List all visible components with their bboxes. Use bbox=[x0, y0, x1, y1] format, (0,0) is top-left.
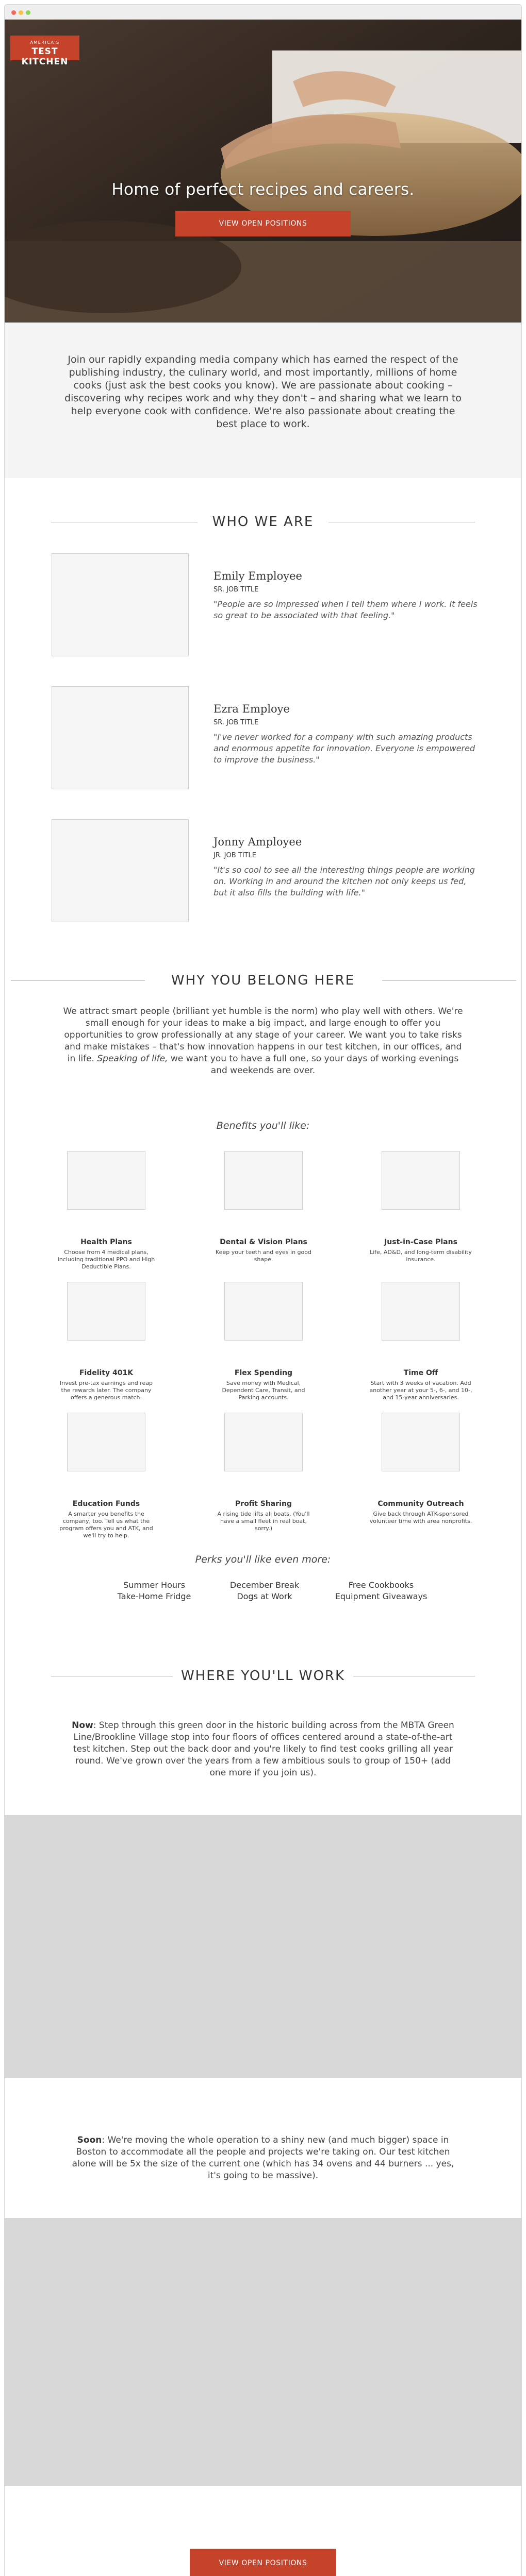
benefit-image bbox=[382, 1282, 460, 1341]
employee-quote: "I've never worked for a company with such amazing products and enormous appetite for innovation. Everyone is empowered to improve the business." bbox=[213, 732, 475, 765]
close-window-icon[interactable] bbox=[11, 10, 16, 15]
employee-photo bbox=[52, 819, 189, 922]
perk-item: December Break bbox=[229, 1580, 300, 1590]
perks-column bbox=[213, 1580, 316, 1602]
maximize-window-icon[interactable] bbox=[26, 10, 30, 15]
view-open-positions-button[interactable]: VIEW OPEN POSITIONS bbox=[175, 211, 351, 236]
employee-name: Jonny Amployee bbox=[213, 836, 302, 848]
future-location-map[interactable] bbox=[5, 2218, 521, 2486]
employee-role: SR. JOB TITLE bbox=[213, 586, 259, 594]
employee-card bbox=[5, 686, 521, 819]
benefit-title: Community Outreach bbox=[377, 1500, 464, 1508]
why-belong-text-part: we want you to have a full one, so your days of working evenings and weekends are over. bbox=[168, 1054, 459, 1076]
benefit-image bbox=[67, 1413, 145, 1471]
why-belong-heading bbox=[5, 973, 521, 988]
employee-photo bbox=[52, 553, 189, 656]
view-open-positions-button[interactable]: VIEW OPEN POSITIONS bbox=[190, 2549, 336, 2576]
who-we-are-title: WHO WE ARE bbox=[204, 514, 322, 530]
benefit-description: Life, AD&D, and long-term disability insurance. bbox=[370, 1249, 472, 1263]
heading-rule-right bbox=[382, 980, 516, 981]
employee-card bbox=[5, 553, 521, 686]
benefit-image bbox=[224, 1282, 303, 1341]
benefit-item bbox=[354, 1151, 488, 1263]
benefit-item bbox=[196, 1151, 331, 1263]
hero-photo bbox=[5, 20, 521, 323]
benefit-title: Just-in-Case Plans bbox=[384, 1238, 457, 1246]
perks-column bbox=[103, 1580, 206, 1602]
benefit-item bbox=[39, 1282, 173, 1401]
employee-card bbox=[5, 819, 521, 973]
footer-cta bbox=[5, 2549, 521, 2576]
benefit-image bbox=[382, 1413, 460, 1471]
minimize-window-icon[interactable] bbox=[19, 10, 23, 15]
hero-banner bbox=[5, 20, 521, 323]
test-kitchen-logo[interactable] bbox=[10, 36, 79, 67]
benefit-title: Profit Sharing bbox=[235, 1500, 292, 1508]
benefit-image bbox=[67, 1282, 145, 1341]
soon-location-text bbox=[67, 2134, 459, 2182]
where-work-heading bbox=[5, 1668, 521, 1684]
now-location-text bbox=[67, 1720, 459, 1779]
benefits-grid bbox=[5, 1131, 521, 1554]
who-we-are-heading bbox=[5, 514, 521, 530]
benefit-title: Flex Spending bbox=[234, 1369, 293, 1377]
heading-rule-left bbox=[11, 980, 145, 981]
logo-small-text: AMERICA'S bbox=[30, 40, 60, 45]
benefit-description: Give back through ATK-sponsored volunteer time with area nonprofits. bbox=[369, 1511, 472, 1524]
intro-panel bbox=[5, 323, 521, 478]
perk-item: Summer Hours bbox=[123, 1580, 185, 1590]
benefit-description: A rising tide lifts all boats. (You'll have a small fleet in real boat, sorry.) bbox=[217, 1511, 310, 1532]
benefits-heading: Benefits you'll like: bbox=[216, 1120, 310, 1131]
employee-quote: "People are so impressed when I tell them where I work. It feels so great to be associated with that feeling." bbox=[213, 599, 478, 620]
current-location-map[interactable] bbox=[5, 1815, 521, 2078]
benefit-image bbox=[224, 1413, 303, 1471]
where-work-title: WHERE YOU'LL WORK bbox=[173, 1668, 353, 1684]
benefit-item bbox=[196, 1282, 331, 1401]
employee-name: Emily Employee bbox=[213, 570, 302, 582]
now-label: Now bbox=[72, 1720, 93, 1731]
perk-item: Equipment Giveaways bbox=[335, 1591, 428, 1601]
browser-title-bar bbox=[5, 5, 521, 20]
benefit-title: Time Off bbox=[403, 1369, 438, 1377]
perks-list bbox=[5, 1565, 521, 1668]
intro-text: Join our rapidly expanding media company which has earned the respect of the publishing industry, the culinary world, and most importantly, millions of home cooks (just ask the best cooks you know). We are passionate about cooking – discovering why recipes work and why they don't – and sharing what we learn to help everyone cook with confidence. We're also passionate about creating the best place to work. bbox=[64, 354, 462, 430]
perks-column bbox=[324, 1580, 438, 1602]
benefit-item bbox=[354, 1282, 488, 1401]
benefit-description: Invest pre-tax earnings and reap the rewards later. The company offers a generous match. bbox=[59, 1380, 153, 1401]
benefit-description: Start with 3 weeks of vacation. Add another year at your 5-, 6-, and 10-, and 15-year anniversaries. bbox=[369, 1380, 472, 1401]
perks-heading: Perks you'll like even more: bbox=[195, 1554, 331, 1565]
benefit-title: Education Funds bbox=[72, 1500, 140, 1508]
benefit-image bbox=[67, 1151, 145, 1210]
why-belong-text-emphasis: Speaking of life, bbox=[97, 1054, 168, 1064]
soon-label: Soon bbox=[77, 2135, 102, 2145]
benefit-title: Dental & Vision Plans bbox=[220, 1238, 307, 1246]
perk-item: Free Cookbooks bbox=[348, 1580, 414, 1590]
benefit-description: Choose from 4 medical plans, including traditional PPO and High Deductible Plans. bbox=[57, 1249, 155, 1270]
employee-role: JR. JOB TITLE bbox=[213, 852, 256, 859]
employee-photo bbox=[52, 686, 189, 789]
employee-name: Ezra Employe bbox=[213, 703, 290, 715]
benefit-title: Health Plans bbox=[80, 1238, 132, 1246]
benefit-item bbox=[39, 1151, 173, 1270]
benefit-description: A smarter you benefits the company, too. Tell us what the program offers you and ATK, and we'll try to help. bbox=[59, 1511, 153, 1539]
benefit-image bbox=[382, 1151, 460, 1210]
benefit-item bbox=[39, 1413, 173, 1539]
why-belong-title: WHY YOU BELONG HERE bbox=[163, 973, 363, 988]
benefit-image bbox=[224, 1151, 303, 1210]
benefit-description: Keep your teeth and eyes in good shape. bbox=[216, 1249, 311, 1263]
perk-item: Take-Home Fridge bbox=[117, 1591, 191, 1601]
benefit-description: Save money with Medical, Dependent Care, Transit, and Parking accounts. bbox=[222, 1380, 305, 1401]
now-description: : Step through this green door in the historic building across from the MBTA Green Line/Brookline Village stop into four floors of offices centered around a state-of-the-art test kitchen. Step out the back door and you're likely to find test cooks grilling all year round. We've grown over the years from a few ambitious souls to group of 150+ (add one more if you join us). bbox=[73, 1720, 454, 1778]
benefit-item bbox=[196, 1413, 331, 1532]
hero-title: Home of perfect recipes and careers. bbox=[111, 180, 415, 199]
perk-item: Dogs at Work bbox=[237, 1591, 292, 1601]
logo-big-text: TEST KITCHEN bbox=[21, 46, 69, 67]
browser-window bbox=[4, 4, 522, 2576]
soon-description: : We're moving the whole operation to a shiny new (and much bigger) space in Boston to accommodate all the people and projects we're taking on. Our test kitchen alone will be 5x the size of the current one (which has 34 ovens and 44 burners ... yes, it's going to be massive). bbox=[72, 2135, 454, 2181]
why-belong-text-part: We attract smart people (brilliant yet humble is the norm) who play well with others. We're small enough for your ideas to make a big impact, and large enough to offer you opportunities to grow professionally at any stage of your career. We want you to take risks and make mistakes – that's how innovation happens in our test kitchen, in our offices, and in life. bbox=[63, 1006, 463, 1064]
benefit-title: Fidelity 401K bbox=[79, 1369, 134, 1377]
employee-role: SR. JOB TITLE bbox=[213, 719, 259, 726]
why-belong-text bbox=[62, 1006, 464, 1077]
benefit-item bbox=[354, 1413, 488, 1525]
employee-quote: "It's so cool to see all the interesting things people are working on. Working in and around the kitchen not only keeps us fed, but it also fills the building with life." bbox=[213, 865, 475, 897]
